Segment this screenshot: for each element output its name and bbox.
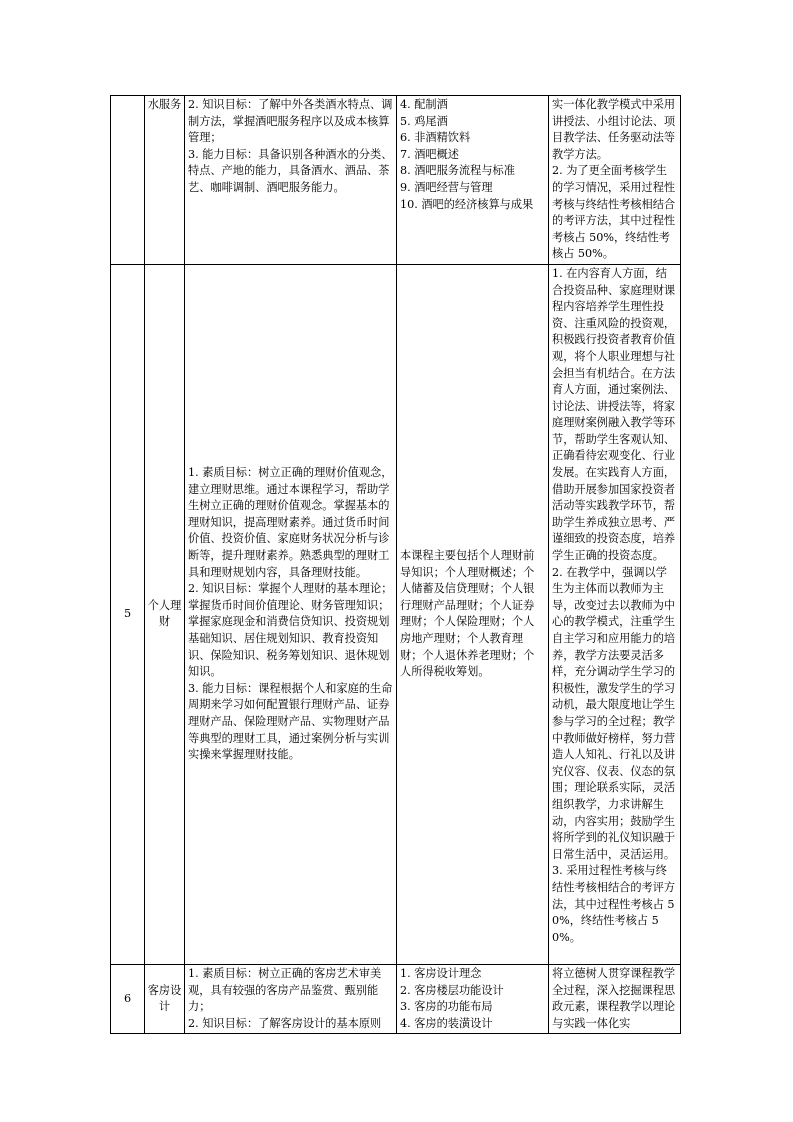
content-item: 2. 客房楼层功能设计 [400,983,504,997]
content-item: 9. 酒吧经营与管理 [400,180,493,194]
content-item: 3. 客房的功能布局 [400,1000,493,1014]
content-item: 8. 酒吧服务流程与标准 [400,164,515,178]
content-item: 10. 酒吧的经济核算与成果 [400,197,534,211]
row-number [111,96,145,265]
requirement-item: 将立德树人贯穿课程教学全过程，深入挖掘课程思政元素，课程教学以理论与实践一体化实 [552,966,676,1030]
table-row [111,264,681,964]
content-item: 7. 酒吧概述 [400,147,459,161]
content-item: 4. 客房的装潢设计 [400,1016,493,1030]
content-item: 6. 非酒精饮料 [400,131,471,145]
requirement-item: 2. 在教学中，强调以学生为主体而以教师为主导，改变过去以教师为中心的教学模式，注重学生自主学习和应用能力的培养，教学方法要灵活多样，充分调动学生学习的积极性，激发学生的学习动机，最大限度地让学生参与学习的全过程；教学中教师做好榜样，努力营造人人知礼、行礼以及讲究仪容、仪表、仪态的氛围；理论联系实际，灵活组织教学，力求讲解生动，内容实用；鼓励学生将所学到的礼仪知识融于日常生活中，灵活运用。 [552,565,676,861]
course-content [397,264,549,964]
requirement-item: 1. 在内容育人方面，结合投资品种、家庭理财课程内容培养学生理性投资、注重风险的投资观，积极践行投资者教育价值观，将个人职业理想与社会担当有机结合。在方法育人方面，通过案例法、讨论法、讲授法等，将家庭理财案例融入教学等环节，帮助学生客观认知、正确看待宏观变化、行业发展。在实践育人方面，借助开展参加国家投资者活动等实践教学环节，帮助学生养成独立思考、严谨细致的投资态度，培养学生正确的投资态度。 [552,266,676,563]
course-goals [185,96,397,265]
requirement-item: 3. 采用过程性考核与终结性考核相结合的考评方法，其中过程性考核占 50%，终结性考核占 50%。 [552,864,676,944]
goal-item: 2. 知识目标：了解中外各类酒水特点、调制方法，掌握酒吧服务程序以及成本核算管理； [188,98,393,145]
table-row [111,964,681,1033]
goal-item: 3. 能力目标：具备识别各种酒水的分类、特点、产地的能力，具备酒水、酒品、茶艺、咖啡调制、酒吧服务能力。 [188,147,393,194]
goal-item: 2. 知识目标：了解客房设计的基本原则 [188,1016,382,1030]
goal-item: 1. 素质目标：树立正确的客房艺术审美观，具有较强的客房产品鉴赏、甄别能力； [188,966,382,1014]
content-item: 4. 配制酒 [400,98,448,111]
course-requirements [549,964,681,1033]
course-table [110,95,681,1034]
course-goals [185,264,397,964]
content-item: 1. 客房设计理念 [400,966,482,980]
course-goals [185,964,397,1033]
course-requirements [549,96,681,265]
content-item: 本课程主要包括个人理财前导知识；个人理财概述；个人储蓄及信贷理财；个人银行理财产品理财；个人证券理财；个人保险理财；个人房地产理财；个人教育理财；个人退休养老理财；个人所得税收筹划。 [400,549,535,679]
course-name: 水服务 [145,96,185,265]
requirement-item: 实一体化教学模式中采用讲授法、小组讨论法、项目教学法、任务驱动法等教学方法。 [552,98,676,161]
course-name: 个人理财 [145,264,185,964]
goal-item: 3. 能力目标：课程根据个人和家庭的生命周期来学习如何配置银行理财产品、证券理财产品、保险理财产品、实物理财产品等典型的理财工具，通过案例分析与实训实操来掌握理财技能。 [188,681,393,762]
course-content [397,964,549,1033]
row-number: 6 [111,964,145,1033]
course-requirements [549,264,681,964]
course-name: 客房设计 [145,964,185,1033]
course-content [397,96,549,265]
goal-item: 2. 知识目标：掌握个人理财的基本理论；掌握货币时间价值理论、财务管理知识；掌握家庭现金和消费信贷知识、投资规划基础知识、居住规划知识、教育投资知识、保险知识、税务筹划知识、退休规划知识。 [188,582,393,679]
table-row [111,96,681,265]
row-number: 5 [111,264,145,964]
goal-item: 1. 素质目标：树立正确的理财价值观念，建立理财思维。通过本课程学习，帮助学生树立正确的理财价值观念。掌握基本的理财知识，提高理财素养。通过货币时间价值、投资价值、家庭财务状况分析与诊断等，提升理财素养。熟悉典型的理财工具和理财规划内容，具备理财技能。 [188,466,393,579]
content-item: 5. 鸡尾酒 [400,114,448,128]
requirement-item: 2. 为了更全面考核学生的学习情况，采用过程性考核与终结性考核相结合的考评方法，其中过程性考核占 50%，终结性考核占 50%。 [552,164,676,261]
